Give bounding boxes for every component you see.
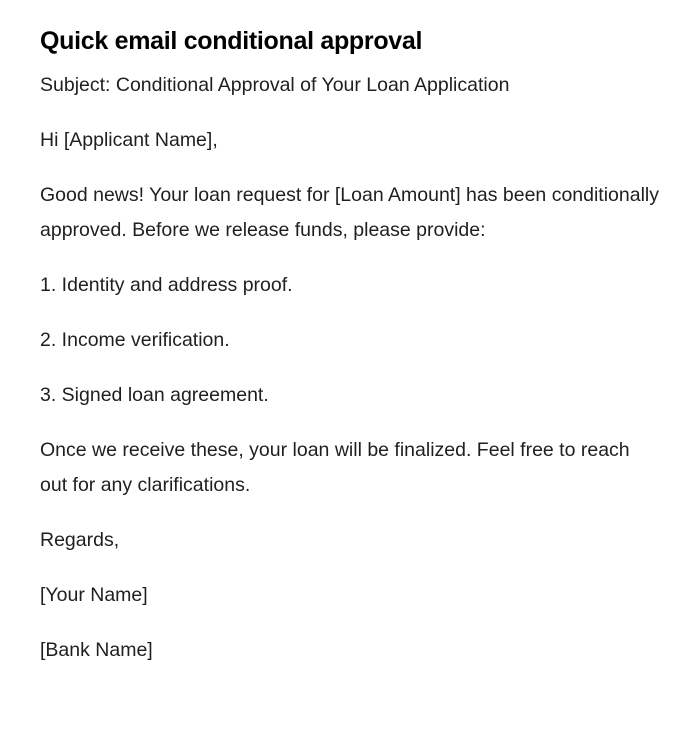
email-subject-line: Subject: Conditional Approval of Your Loan Application <box>40 74 510 96</box>
bank-name: [Bank Name] <box>40 639 153 661</box>
email-intro-paragraph: Good news! Your loan request for [Loan Amount] has been conditionally approved. Before we release funds, please provide: <box>40 184 660 241</box>
email-greeting: Hi [Applicant Name], <box>40 129 218 151</box>
email-closing-paragraph: Once we receive these, your loan will be finalized. Feel free to reach out for any clarifications. <box>40 439 630 496</box>
page-title: Quick email conditional approval <box>40 27 423 55</box>
list-item: 2. Income verification. <box>40 329 230 351</box>
list-item: 3. Signed loan agreement. <box>40 384 269 406</box>
email-sign-off: Regards, <box>40 529 120 551</box>
sender-name: [Your Name] <box>40 584 148 606</box>
list-item: 1. Identity and address proof. <box>40 274 293 296</box>
